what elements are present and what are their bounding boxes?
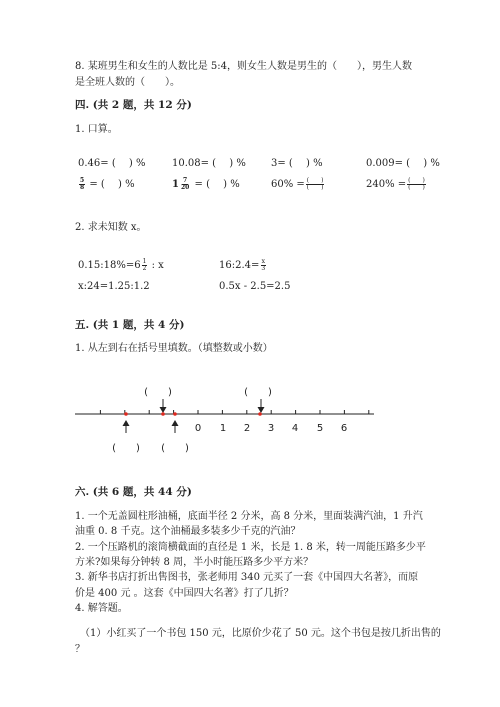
oral-r1c1: 0.46= ( ) % — [78, 158, 146, 169]
red-marker-dot — [258, 412, 262, 416]
section-6-sub1-line-2: ？ — [75, 644, 85, 655]
section-5-q1-title: 1. 从左到右在括号里填数。（填整数或小数） — [75, 343, 273, 354]
equation-4: 0.5x - 2.5=2.5 — [219, 281, 291, 292]
oral-r2c2: 1 $\frac{7}{20}$ = ( ) % — [172, 177, 240, 191]
question-8-line-1: 8. 某班男生和女生的人数比是 5:4，则女生人数是男生的（ ），男生人数 — [75, 61, 412, 72]
section-6-heading: 六. (共 6 题，共 44 分) — [75, 486, 192, 498]
up-arrow-icon — [123, 420, 130, 433]
down-arrow-icon — [258, 399, 265, 413]
down-arrow-icon — [160, 399, 167, 413]
section-6-line-5: 3. 新华书店打折出售图书，张老师用 340 元买了一套《中国四大名著》，而原 — [75, 572, 419, 583]
section-6-line-4: 方米?如果每分钟转 8 周，半小时能压路多少平方米？ — [75, 557, 314, 568]
tick-label-5: 5 — [316, 423, 324, 434]
section-5-heading: 五. (共 1 题，共 4 分) — [75, 319, 185, 331]
paren-top-1: ( ) — [144, 387, 172, 398]
oral-r1c3: 3= ( ) % — [271, 158, 323, 169]
oral-r2c3: 60% = $\frac{( )}{( )}$ — [271, 177, 324, 191]
paren-bottom-1: ( ) — [112, 443, 140, 454]
oral-r2c1: $\frac{5}{8}$ = ( ) % — [80, 177, 135, 191]
fraction-blank: $\frac{( )}{( )}$ — [408, 177, 425, 191]
section-6-line-7: 4. 解答题。 — [75, 603, 128, 614]
section-4-q1-title: 1. 口算。 — [75, 124, 118, 135]
red-marker-dot — [173, 412, 177, 416]
fraction-1-2: $\frac{1}{2}$ — [142, 258, 147, 272]
section-6-line-2: 油重 0. 8 千克。这个油桶最多装多少千克的汽油？ — [75, 526, 301, 537]
number-line-ticks — [100, 410, 368, 414]
section-4-q2-title: 2. 求未知数 x。 — [75, 222, 147, 233]
section-6-line-6: 价是 400 元 。这套《中国四大名著》打了几折？ — [75, 588, 294, 599]
section-6-sub1-line-1: （1）小红买了一个书包 150 元，比原价少花了 50 元。这个书包是按几折出售的 — [80, 628, 441, 639]
up-arrow-icon — [172, 420, 179, 433]
tick-label-2: 2 — [243, 423, 251, 434]
oral-r1c4: 0.009= ( ) % — [366, 158, 440, 169]
tick-label-1: 1 — [219, 423, 227, 434]
section-4-heading: 四. (共 2 题，共 12 分) — [75, 99, 192, 111]
paren-top-2: ( ) — [244, 387, 272, 398]
number-line-figure — [70, 378, 380, 458]
tick-label-4: 4 — [291, 423, 299, 434]
oral-r2c4: 240% = $\frac{( )}{( )}$ — [366, 177, 425, 191]
fraction-x-3: $\frac{x}{3}$ — [261, 258, 266, 272]
section-6-line-3: 2. 一个压路机的滚筒横截面的直径是 1 米，长是 1. 8 米，转一周能压路多少平 — [75, 542, 426, 553]
tick-label-6: 6 — [340, 423, 348, 434]
oral-r1c2: 10.08= ( ) % — [172, 158, 246, 169]
question-8-line-2: 是全班人数的（ ）。 — [75, 77, 180, 88]
red-marker-dot — [161, 412, 165, 416]
equation-3: x:24=1.25:1.2 — [78, 281, 150, 292]
equation-1: 0.15:18%=6 $\frac{1}{2}$ : x — [78, 258, 164, 272]
section-6-line-1: 1. 一个无盖圆柱形油桶，底面半径 2 分米，高 8 分米，里面装满汽油，1 升汽 — [75, 511, 423, 522]
paren-bottom-2: ( ) — [161, 443, 189, 454]
fraction-7-20: $\frac{7}{20}$ — [180, 177, 190, 191]
fraction-5-8: $\frac{5}{8}$ — [80, 177, 85, 191]
tick-label-0: 0 — [194, 423, 202, 434]
fraction-blank: $\frac{( )}{( )}$ — [306, 177, 324, 191]
equation-2: 16:2.4= $\frac{x}{3}$ — [219, 258, 266, 272]
red-marker-dot — [124, 412, 128, 416]
tick-label-3: 3 — [267, 423, 275, 434]
